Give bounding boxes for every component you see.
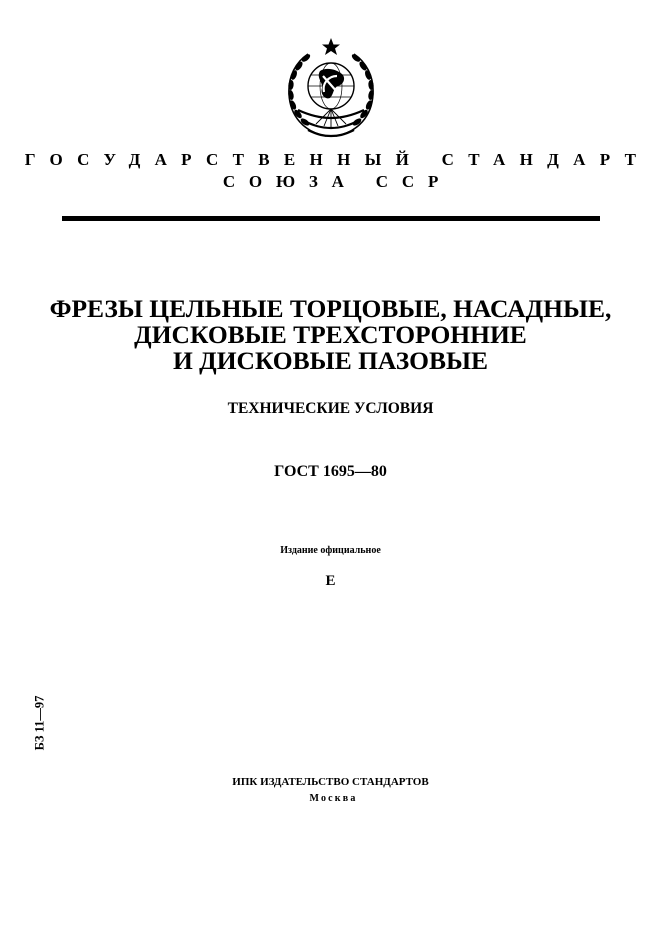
document-title: [0, 296, 661, 374]
edition-label: Издание официальное: [280, 545, 381, 556]
standard-number: ГОСТ 1695—80: [274, 463, 387, 480]
title-line: ДИСКОВЫЕ ТРЕХСТОРОННИЕ: [134, 320, 527, 349]
publisher-name: ИПК ИЗДАТЕЛЬСТВО СТАНДАРТОВ: [232, 776, 429, 788]
publisher-city: Москва: [309, 793, 358, 804]
state-emblem-icon: [276, 36, 386, 146]
side-code: БЗ 11—97: [32, 695, 47, 751]
header-state-standard: ГОСУДАРСТВЕННЫЙ СТАНДАРТ: [24, 150, 651, 169]
edition-letter: Е: [325, 573, 336, 589]
header-union: СОЮЗА ССР: [222, 172, 453, 191]
title-line: ФРЕЗЫ ЦЕЛЬНЫЕ ТОРЦОВЫЕ, НАСАДНЫЕ,: [49, 294, 612, 323]
title-line: И ДИСКОВЫЕ ПАЗОВЫЕ: [172, 346, 489, 375]
document-subtitle: ТЕХНИЧЕСКИЕ УСЛОВИЯ: [227, 400, 434, 417]
header-divider: [62, 216, 600, 221]
